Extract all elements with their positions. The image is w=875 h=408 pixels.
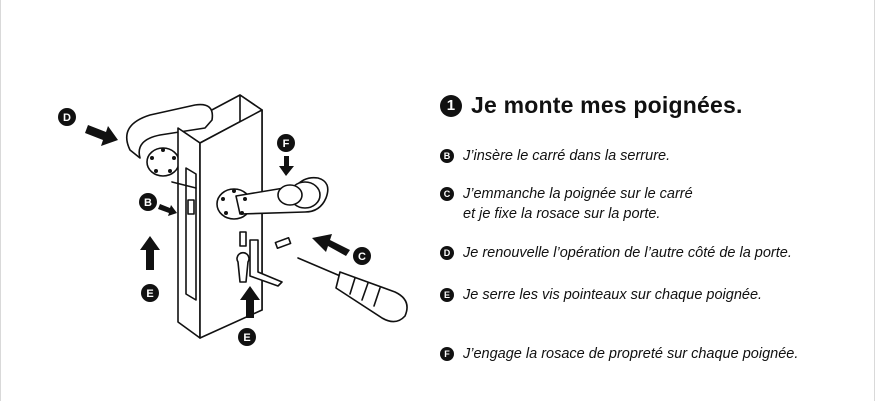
badge-e-bottom xyxy=(238,328,256,346)
badge-d xyxy=(58,108,76,126)
step-number-badge: 1 xyxy=(440,95,462,117)
instruction-d xyxy=(440,243,792,263)
instruction-text: J’emmanche la poignée sur le carré xyxy=(463,186,693,202)
arrow-f xyxy=(279,156,294,176)
instruction-e xyxy=(440,285,762,305)
instruction-text: et je fixe la rosace sur la porte. xyxy=(463,206,661,222)
instruction-badge: B xyxy=(440,149,454,163)
instruction-text: J’insère le carré dans la serrure. xyxy=(463,148,671,164)
instruction-b xyxy=(440,146,670,166)
arrow-b xyxy=(158,204,177,216)
svg-text:E: E xyxy=(243,332,251,344)
page-title xyxy=(440,92,743,119)
back-rosette xyxy=(147,148,179,176)
badge-e-left xyxy=(141,284,159,302)
assembly-illustration xyxy=(0,0,430,403)
svg-text:B: B xyxy=(144,197,152,209)
instruction-text: Je serre les vis pointeaux sur chaque poignée. xyxy=(463,287,763,303)
arrow-d xyxy=(85,125,118,146)
instruction-text: J’engage la rosace de propreté sur chaque poignée. xyxy=(463,346,799,362)
arrow-c xyxy=(312,234,350,256)
instruction-badge: F xyxy=(440,347,454,361)
svg-text:C: C xyxy=(358,251,366,263)
instruction-text: Je renouvelle l’opération de l’autre côté de la porte. xyxy=(463,245,792,261)
svg-text:E: E xyxy=(146,288,154,300)
instruction-c xyxy=(440,184,693,224)
screwdriver-handle xyxy=(336,272,407,322)
instruction-badge: D xyxy=(440,246,454,260)
set-screw xyxy=(275,238,290,248)
cleaning-rosette xyxy=(278,185,302,205)
instruction-f xyxy=(440,344,798,364)
instruction-badge: C xyxy=(440,187,454,201)
keyhole xyxy=(237,253,249,282)
screwdriver-shaft xyxy=(298,258,345,278)
page-title-text: Je monte mes poignées. xyxy=(471,92,743,118)
svg-text:F: F xyxy=(282,138,290,150)
arrow-e-left xyxy=(140,236,160,270)
badge-c xyxy=(353,247,371,265)
instruction-badge: E xyxy=(440,288,454,302)
svg-text:D: D xyxy=(63,112,71,124)
badge-f xyxy=(277,134,295,152)
lock-square-hole xyxy=(188,200,194,214)
cylinder-slot xyxy=(240,232,246,246)
badge-b xyxy=(139,193,157,211)
